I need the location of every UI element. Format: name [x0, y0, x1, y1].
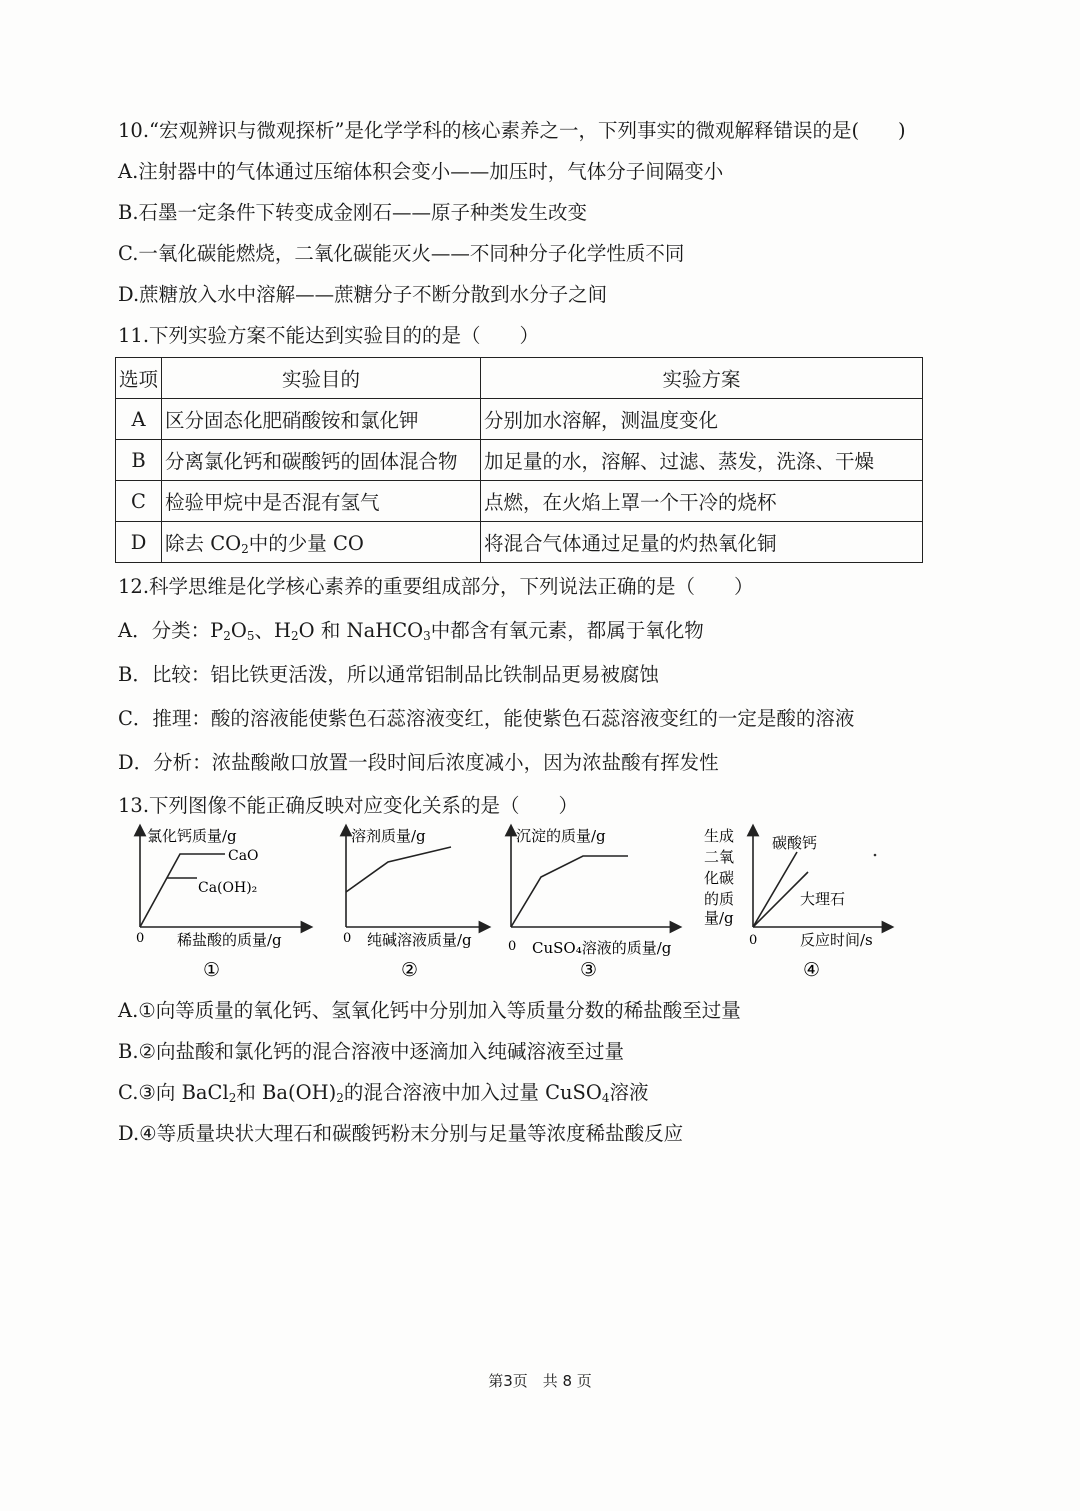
q10-option-b: B.石墨一定条件下转变成金刚石——原子种类发生改变 [118, 201, 588, 224]
x-label: 稀盐酸的质量/g [177, 931, 282, 949]
header-plan: 实验方案 [481, 358, 923, 399]
series-label-calcium-carbonate: 碳酸钙 [772, 834, 818, 852]
header-purpose: 实验目的 [162, 358, 481, 399]
y-label-line-5: 量/g [704, 909, 734, 927]
row-plan: 将混合气体通过足量的灼热氧化铜 [481, 522, 923, 563]
table-row [116, 440, 923, 481]
table-row [116, 481, 923, 522]
graph-number: ③ [580, 959, 598, 981]
precipitate-line [511, 856, 628, 927]
row-purpose: 除去 $CO_2$中的少量 CO [162, 522, 481, 563]
y-label-line-2: 二氧 [704, 848, 735, 866]
x-label: CuSO₄溶液的质量/g [532, 939, 672, 957]
q13-option-a: A.①向等质量的氧化钙、氢氧化钙中分别加入等质量分数的稀盐酸至过量 [118, 999, 741, 1022]
row-option: C [116, 481, 162, 522]
table-row [116, 522, 923, 563]
table-row [116, 399, 923, 440]
q12-option-d: D．分析：浓盐酸敞口放置一段时间后浓度减小，因为浓盐酸有挥发性 [118, 751, 719, 774]
series-label-cao: CaO [228, 848, 259, 864]
y-label-line-1: 生成 [704, 827, 735, 845]
graph-1 [125, 822, 315, 988]
experiment-table [115, 357, 923, 563]
origin-label: 0 [136, 931, 145, 946]
q10-stem: 10.“宏观辨识与微观探析”是化学学科的核心素养之一，下列事实的微观解释错误的是( ) [118, 119, 906, 142]
q12-option-b: B．比较：铝比铁更活泼，所以通常铝制品比铁制品更易被腐蚀 [118, 663, 659, 686]
q13-option-c: C.③向 BaCl$_2$和 $Ba(OH)_2$的混合溶液中加入过量 CuSO$_4$溶液 [118, 1081, 649, 1105]
y-label-line-4: 的质 [704, 890, 735, 908]
row-purpose: 分离氯化钙和碳酸钙的固体混合物 [162, 440, 481, 481]
row-purpose: 检验甲烷中是否混有氢气 [162, 481, 481, 522]
q12-option-c: C．推理：酸的溶液能使紫色石蕊溶液变红，能使紫色石蕊溶液变红的一定是酸的溶液 [118, 707, 855, 730]
q10-option-d: D.蔗糖放入水中溶解——蔗糖分子不断分散到水分子之间 [118, 283, 608, 306]
origin-label: 0 [749, 933, 758, 948]
x-label: 反应时间/s [800, 931, 873, 949]
q12-option-a: A．分类：$P_2O_5$、$H_2O$ 和 NaHCO$_3$中都含有氧元素，都属于氧化物 [118, 619, 704, 643]
row-plan: 点燃，在火焰上罩一个干冷的烧杯 [481, 481, 923, 522]
q10-option-c: C.一氧化碳能燃烧，二氧化碳能灭火——不同种分子化学性质不同 [118, 242, 685, 265]
x-label: 纯碱溶液质量/g [367, 931, 472, 949]
q13-option-b: B.②向盐酸和氯化钙的混合溶液中逐滴加入纯碱溶液至过量 [118, 1040, 625, 1063]
graph-number: ① [203, 959, 221, 981]
q12-stem: 12.科学思维是化学核心素养的重要组成部分，下列说法正确的是（ ） [118, 575, 754, 598]
graph-3 [498, 822, 688, 988]
table-header-row [116, 358, 923, 399]
graph-number: ④ [803, 959, 821, 981]
row-option: B [116, 440, 162, 481]
row-purpose: 区分固态化肥硝酸铵和氯化钾 [162, 399, 481, 440]
page-footer: 第3页 共 8 页 [488, 1372, 592, 1390]
y-label: 氯化钙质量/g [147, 827, 237, 845]
q10-option-a: A.注射器中的气体通过压缩体积会变小——加压时，气体分子间隔变小 [118, 160, 724, 183]
origin-label: 0 [343, 931, 352, 946]
series-label-caoh2: Ca(OH)₂ [198, 880, 258, 896]
row-plan: 分别加水溶解，测温度变化 [481, 399, 923, 440]
row-option: A [116, 399, 162, 440]
graph-4 [700, 822, 895, 988]
y-label: 沉淀的质量/g [516, 827, 606, 845]
row-option: D [116, 522, 162, 563]
q13-stem: 13.下列图像不能正确反映对应变化关系的是（ ） [118, 794, 579, 817]
y-label-line-3: 化碳 [704, 869, 735, 887]
speck-dot [874, 854, 877, 857]
solvent-line [346, 847, 451, 892]
graph-2 [333, 822, 493, 988]
graph-number: ② [401, 959, 419, 981]
series-label-marble: 大理石 [800, 890, 846, 908]
y-label: 溶剂质量/g [351, 827, 426, 845]
origin-label: 0 [508, 939, 517, 954]
header-option: 选项 [116, 358, 162, 399]
q13-option-d: D.④等质量块状大理石和碳酸钙粉末分别与足量等浓度稀盐酸反应 [118, 1122, 684, 1145]
q11-stem: 11.下列实验方案不能达到实验目的的是（ ） [118, 324, 540, 347]
row-plan: 加足量的水，溶解、过滤、蒸发，洗涤、干燥 [481, 440, 923, 481]
